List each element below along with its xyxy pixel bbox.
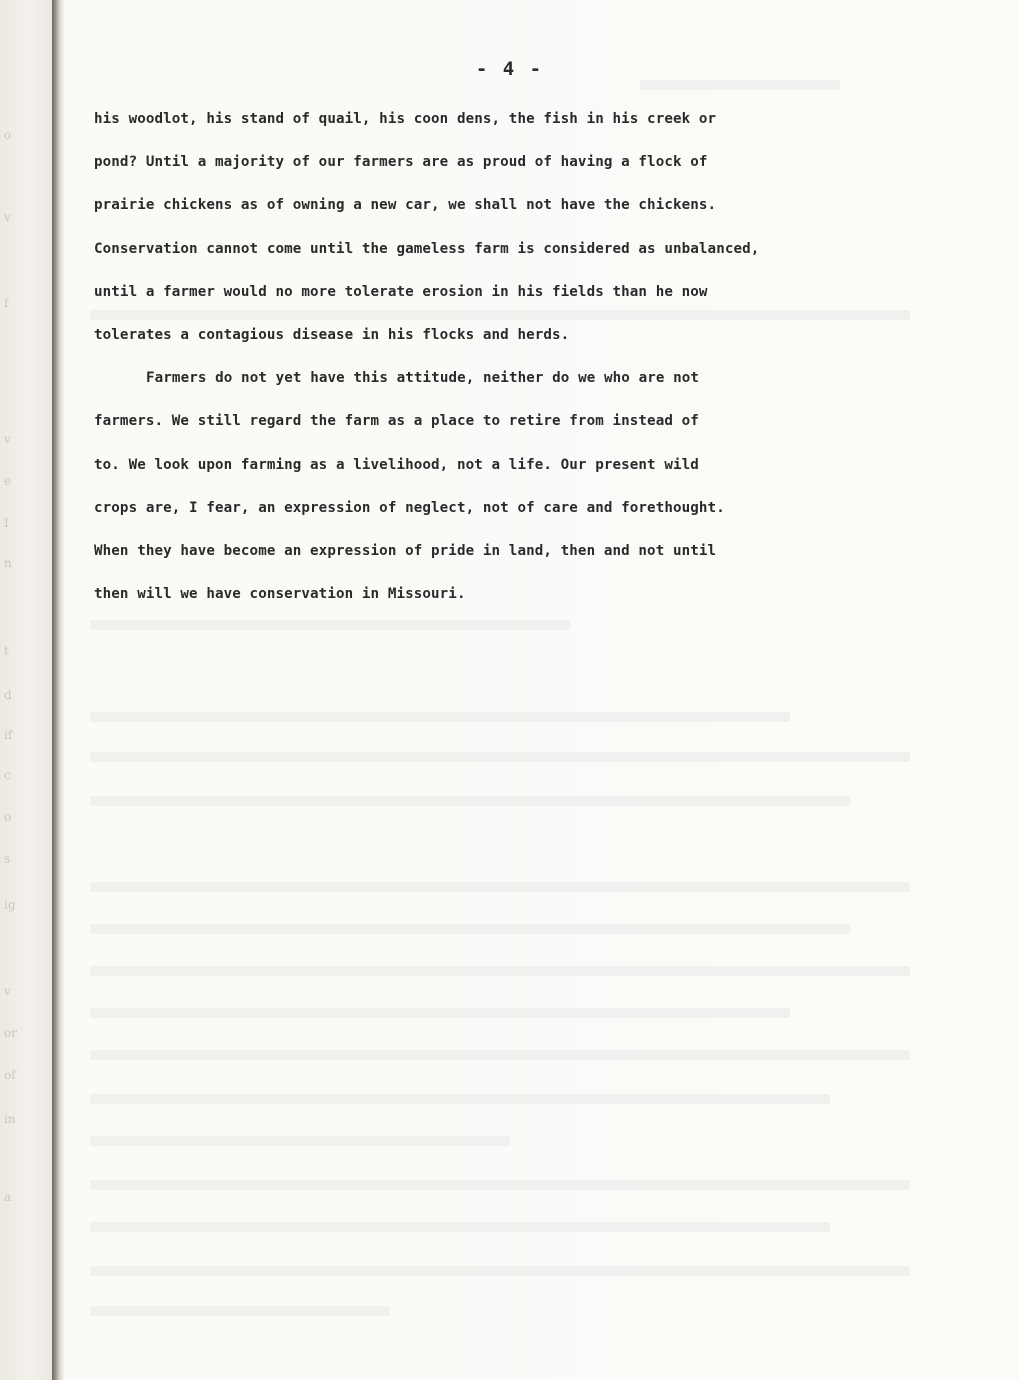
bleed-through-mark: in bbox=[4, 1112, 16, 1126]
show-through-shadow bbox=[90, 1050, 910, 1060]
show-through-shadow bbox=[90, 1222, 830, 1232]
bleed-through-mark: e bbox=[4, 474, 12, 488]
text-line: When they have become an expression of pride in land, then and not until bbox=[94, 542, 717, 559]
show-through-shadow bbox=[90, 1094, 830, 1104]
paragraph-1 bbox=[94, 104, 964, 363]
bleed-through-mark: f bbox=[4, 296, 9, 310]
show-through-shadow bbox=[640, 80, 840, 90]
bleed-through-mark: v bbox=[4, 984, 11, 998]
bleed-through-mark: a bbox=[4, 1190, 12, 1204]
body-text bbox=[94, 104, 964, 622]
show-through-shadow bbox=[90, 924, 850, 934]
text-line: farmers. We still regard the farm as a place to retire from instead of bbox=[94, 413, 699, 430]
text-line: tolerates a contagious disease in his flocks and herds. bbox=[94, 326, 570, 343]
show-through-shadow bbox=[90, 882, 910, 892]
bleed-through-mark: ig bbox=[4, 898, 16, 912]
text-line: to. We look upon farming as a livelihood, not a life. Our present wild bbox=[94, 456, 699, 473]
bleed-through-mark: c bbox=[4, 768, 11, 782]
show-through-shadow bbox=[90, 1180, 910, 1190]
text-line: his woodlot, his stand of quail, his coon dens, the fish in his creek or bbox=[94, 111, 717, 127]
bleed-through-mark: of bbox=[4, 1068, 16, 1082]
show-through-shadow bbox=[90, 1136, 510, 1146]
text-line: Conservation cannot come until the gameless farm is considered as unbalanced, bbox=[94, 240, 760, 257]
show-through-shadow bbox=[90, 712, 790, 722]
show-through-shadow bbox=[90, 966, 910, 976]
text-line: crops are, I fear, an expression of neglect, not of care and forethought. bbox=[94, 499, 725, 516]
show-through-shadow bbox=[90, 1306, 390, 1316]
bleed-through-mark: d bbox=[4, 688, 12, 702]
show-through-shadow bbox=[90, 1266, 910, 1276]
show-through-shadow bbox=[90, 1008, 790, 1018]
bleed-through-mark: if bbox=[4, 728, 13, 742]
bleed-through-mark: o bbox=[4, 810, 12, 824]
bleed-through-mark: n bbox=[4, 556, 12, 570]
show-through-shadow bbox=[90, 796, 850, 806]
binding-spine bbox=[52, 0, 64, 1380]
text-line: then will we have conservation in Missouri. bbox=[94, 586, 466, 603]
text-line: until a farmer would no more tolerate erosion in his fields than he now bbox=[94, 283, 708, 300]
bleed-through-mark: t bbox=[4, 644, 9, 658]
facing-page-edge bbox=[0, 0, 52, 1380]
bleed-through-mark: v bbox=[4, 210, 11, 224]
text-line: prairie chickens as of owning a new car, we shall not have the chickens. bbox=[94, 197, 717, 214]
show-through-shadow bbox=[90, 752, 910, 762]
bleed-through-mark: o bbox=[4, 128, 12, 142]
bleed-through-mark: v bbox=[4, 432, 11, 446]
text-line: Farmers do not yet have this attitude, neither do we who are not bbox=[146, 370, 700, 387]
text-line: pond? Until a majority of our farmers are as proud of having a flock of bbox=[94, 154, 708, 171]
bleed-through-mark: s bbox=[4, 852, 11, 866]
bleed-through-mark: or bbox=[4, 1026, 17, 1040]
bleed-through-mark: I bbox=[4, 516, 9, 530]
page-number: - 4 - bbox=[475, 58, 544, 80]
paragraph-2 bbox=[94, 363, 964, 622]
